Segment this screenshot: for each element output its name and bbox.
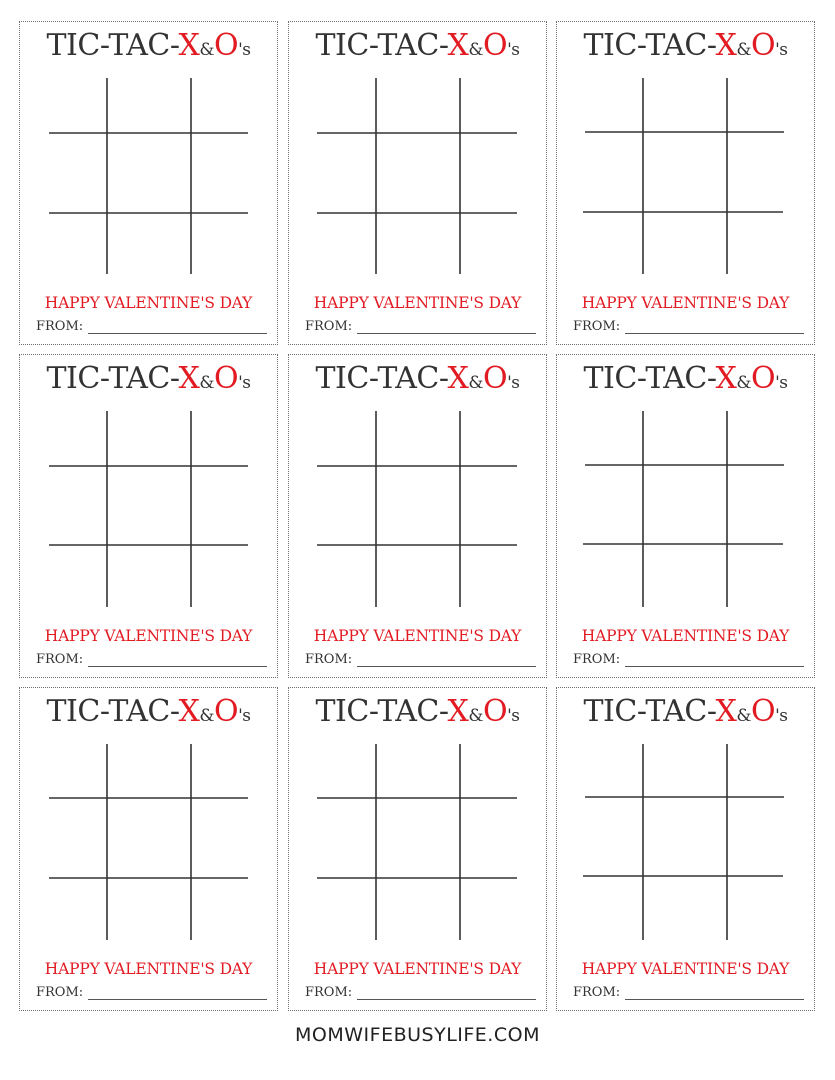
card-title: TIC-TAC-X&O's [315, 694, 520, 729]
from-label: FROM: [305, 985, 353, 1000]
valentine-card [288, 21, 547, 345]
title-o: O [482, 694, 508, 729]
from-blank-line[interactable] [357, 333, 536, 334]
from-blank-line[interactable] [357, 999, 536, 1000]
greeting-text: HAPPY VALENTINE'S DAY [313, 627, 522, 645]
from-field[interactable] [573, 318, 804, 338]
title-x: X [178, 28, 200, 63]
from-field[interactable] [36, 651, 267, 671]
from-label: FROM: [36, 652, 84, 667]
valentine-card [556, 354, 815, 678]
title-x: X [178, 694, 200, 729]
card-title: TIC-TAC-X&O's [46, 361, 251, 396]
from-blank-line[interactable] [88, 999, 267, 1000]
title-x: X [715, 361, 737, 396]
title-o: O [482, 361, 508, 396]
title-ampersand: & [199, 373, 214, 393]
website-footer: MOMWIFEBUSYLIFE.COM [295, 1024, 540, 1046]
title-o: O [213, 28, 239, 63]
from-blank-line[interactable] [625, 666, 804, 667]
card-title: TIC-TAC-X&O's [583, 28, 788, 63]
valentine-card [288, 354, 547, 678]
valentine-card [19, 687, 278, 1011]
title-x: X [447, 361, 469, 396]
from-field[interactable] [305, 651, 536, 671]
title-o: O [750, 361, 776, 396]
title-ampersand: & [468, 373, 483, 393]
from-label: FROM: [36, 985, 84, 1000]
from-blank-line[interactable] [625, 333, 804, 334]
greeting-text: HAPPY VALENTINE'S DAY [313, 294, 522, 312]
from-field[interactable] [36, 318, 267, 338]
title-ampersand: & [468, 40, 483, 60]
greeting-text: HAPPY VALENTINE'S DAY [44, 627, 253, 645]
title-x: X [178, 361, 200, 396]
title-o: O [482, 28, 508, 63]
title-o: O [213, 694, 239, 729]
title-ampersand: & [736, 373, 751, 393]
from-label: FROM: [36, 319, 84, 334]
from-field[interactable] [305, 318, 536, 338]
title-ampersand: & [199, 40, 214, 60]
title-o: O [750, 28, 776, 63]
card-title: TIC-TAC-X&O's [46, 694, 251, 729]
title-x: X [447, 694, 469, 729]
from-field[interactable] [305, 984, 536, 1004]
from-label: FROM: [573, 652, 621, 667]
title-o: O [750, 694, 776, 729]
from-label: FROM: [573, 319, 621, 334]
from-label: FROM: [573, 985, 621, 1000]
greeting-text: HAPPY VALENTINE'S DAY [581, 627, 790, 645]
title-o: O [213, 361, 239, 396]
card-title: TIC-TAC-X&O's [315, 28, 520, 63]
title-ampersand: & [736, 40, 751, 60]
from-field[interactable] [573, 651, 804, 671]
from-blank-line[interactable] [357, 666, 536, 667]
from-label: FROM: [305, 652, 353, 667]
greeting-text: HAPPY VALENTINE'S DAY [581, 294, 790, 312]
title-ampersand: & [468, 706, 483, 726]
valentine-card [556, 21, 815, 345]
from-blank-line[interactable] [88, 333, 267, 334]
greeting-text: HAPPY VALENTINE'S DAY [313, 960, 522, 978]
valentine-card [19, 354, 278, 678]
valentine-card [556, 687, 815, 1011]
from-field[interactable] [573, 984, 804, 1004]
card-title: TIC-TAC-X&O's [583, 361, 788, 396]
title-x: X [447, 28, 469, 63]
valentine-card [19, 21, 278, 345]
greeting-text: HAPPY VALENTINE'S DAY [581, 960, 790, 978]
from-field[interactable] [36, 984, 267, 1004]
greeting-text: HAPPY VALENTINE'S DAY [44, 294, 253, 312]
title-x: X [715, 28, 737, 63]
from-blank-line[interactable] [625, 999, 804, 1000]
title-ampersand: & [199, 706, 214, 726]
title-ampersand: & [736, 706, 751, 726]
valentine-card [288, 687, 547, 1011]
card-title: TIC-TAC-X&O's [46, 28, 251, 63]
card-title: TIC-TAC-X&O's [315, 361, 520, 396]
card-title: TIC-TAC-X&O's [583, 694, 788, 729]
from-label: FROM: [305, 319, 353, 334]
from-blank-line[interactable] [88, 666, 267, 667]
greeting-text: HAPPY VALENTINE'S DAY [44, 960, 253, 978]
title-x: X [715, 694, 737, 729]
